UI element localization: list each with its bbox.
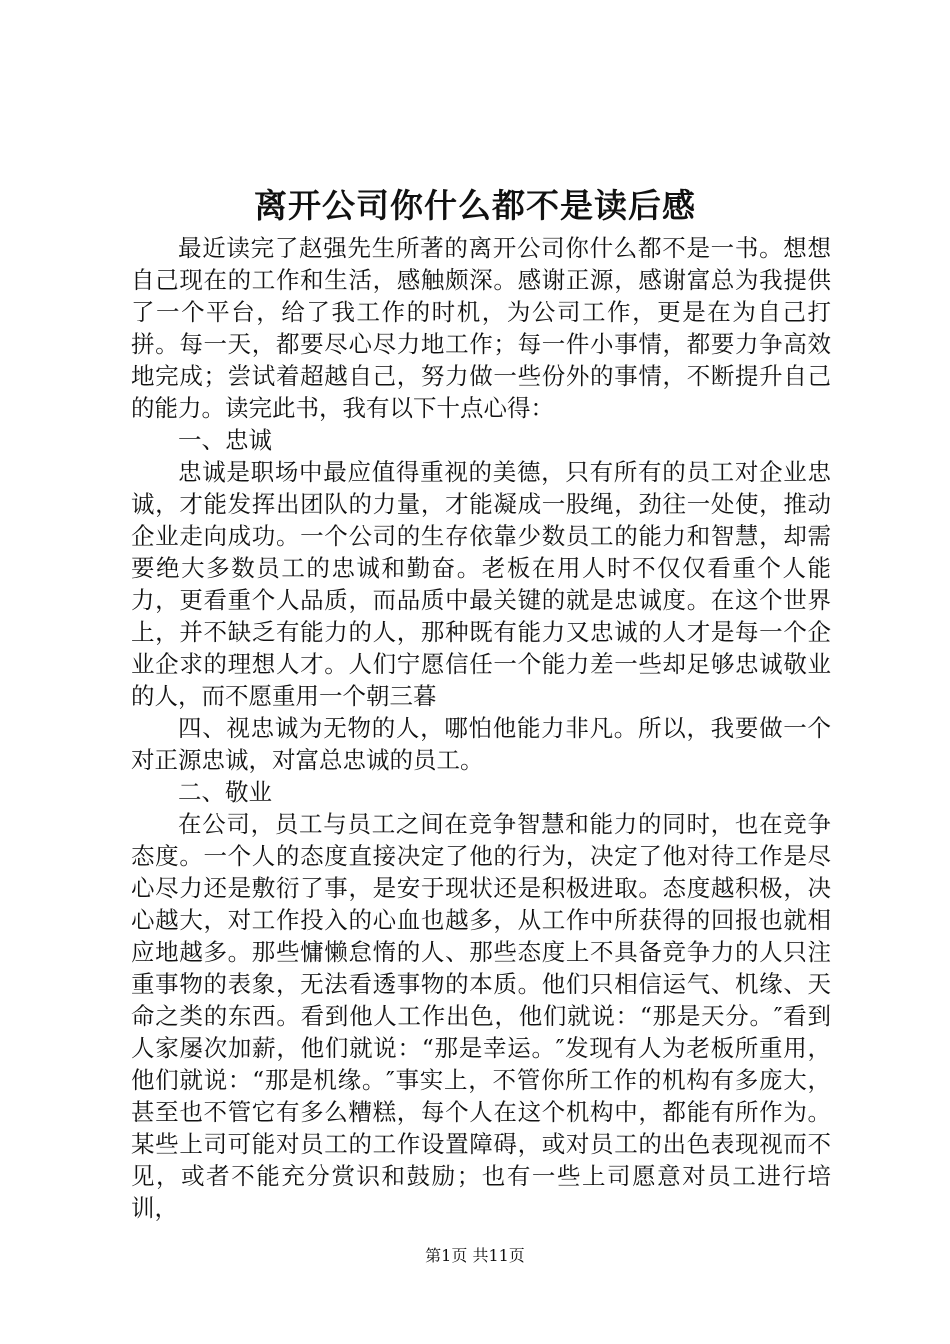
- paragraph-dedication: 在公司，员工与员工之间在竞争智慧和能力的同时，也在竞争态度。一个人的态度直接决定了他的行为，决定了他对待工作是尽心尽力还是敷衍了事，是安于现状还是积极进取。态度越积极，决心越大，对工作投入的心血也越多，从工作中所获得的回报也就相应地越多。那些慵懒怠惰的人、那些态度上不具备竞争力的人只注重事物的表象，无法看透事物的本质。他们只相信运气、机缘、天命之类的东西。看到他人工作出色，他们就说：“那是天分。″看到人家屡次加薪，他们就说：“那是幸运。″发现有人为老板所重用，他们就说：“那是机缘。″事实上，不管你所工作的机构有多庞大，甚至也不管它有多么糟糕，每个人在这个机构中，都能有所作为。某些上司可能对员工的工作设置障碍，或对员工的出色表现视而不见，或者不能充分赏识和鼓励；也有一些上司愿意对员工进行培训，: [131, 810, 831, 1222]
- section-heading-loyalty: 一、忠诚: [178, 426, 272, 454]
- paragraph-loyalty-cont: 四、视忠诚为无物的人，哪怕他能力非凡。所以，我要做一个对正源忠诚，对富总忠诚的员工。: [131, 714, 831, 774]
- document-body: [131, 232, 831, 1224]
- page-number-footer: 第1页 共11页: [425, 1246, 525, 1265]
- paragraph-intro: 最近读完了赵强先生所著的离开公司你什么都不是一书。想想自己现在的工作和生活，感触颇深。感谢正源，感谢富总为我提供了一个平台，给了我工作的时机，为公司工作，更是在为自己打拼。每一天，都要尽心尽力地工作；每一件小事情，都要力争高效地完成；尝试着超越自己，努力做一些份外的事情，不断提升自己的能力。读完此书，我有以下十点心得：: [131, 234, 831, 422]
- section-heading-dedication: 二、敬业: [178, 778, 272, 806]
- paragraph-loyalty: 忠诚是职场中最应值得重视的美德，只有所有的员工对企业忠诚，才能发挥出团队的力量，才能凝成一股绳，劲往一处使，推动企业走向成功。一个公司的生存依靠少数员工的能力和智慧，却需要绝大多数员工的忠诚和勤奋。老板在用人时不仅仅看重个人能力，更看重个人品质，而品质中最关键的就是忠诚度。在这个世界上，并不缺乏有能力的人，那种既有能力又忠诚的人才是每一个企业企求的理想人才。人们宁愿信任一个能力差一些却足够忠诚敬业的人，而不愿重用一个朝三暮: [131, 458, 831, 710]
- document-title: 离开公司你什么都不是读后感: [254, 186, 696, 225]
